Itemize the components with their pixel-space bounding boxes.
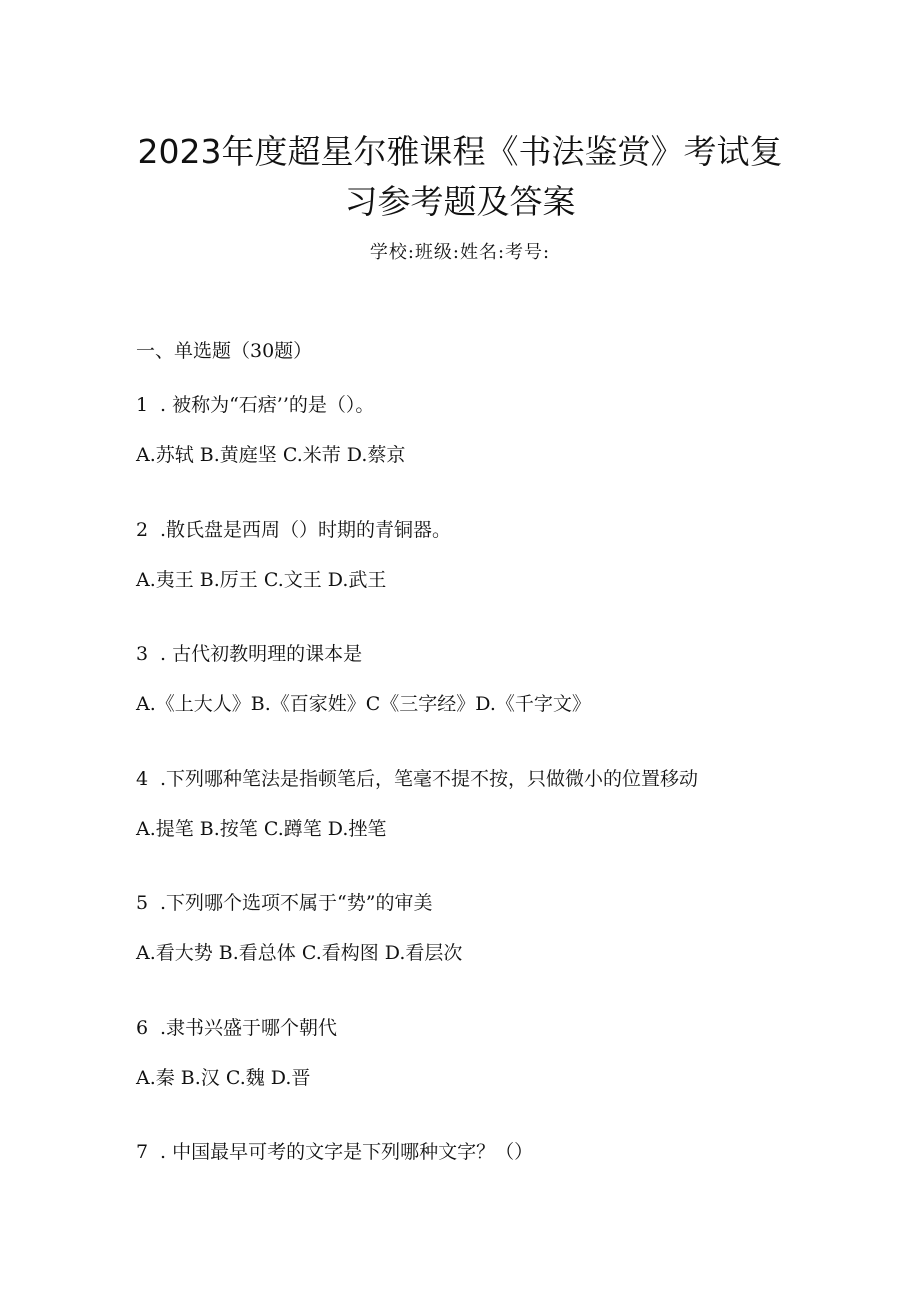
question-2: [136, 518, 451, 542]
question-6: [136, 1016, 337, 1040]
question-6-options: A.秦 B.汉 C.魏 D.晋: [136, 1067, 311, 1089]
question-2-options: A.夷王 B.厉王 C.文王 D.武王: [136, 569, 387, 591]
question-3-options: A.《上大人》B.《百家姓》C《三字经》D.《千字文》: [136, 693, 591, 715]
question-text: .下列哪种笔法是指顿笔后，笔毫不提不按，只做微小的位置移动: [160, 768, 699, 790]
question-4: [136, 767, 698, 791]
question-text: . 古代初教明理的课本是: [160, 643, 363, 665]
question-3: [136, 642, 362, 666]
question-number: 6: [136, 1017, 149, 1039]
question-4-options: A.提笔 B.按笔 C.蹲笔 D.挫笔: [136, 818, 387, 840]
question-number: 7: [136, 1141, 149, 1163]
question-number: 3: [136, 643, 149, 665]
question-7: [136, 1140, 533, 1164]
question-text: . 中国最早可考的文字是下列哪种文字？（）: [160, 1141, 534, 1163]
question-1: [136, 393, 374, 417]
question-number: 4: [136, 768, 149, 790]
question-text: .下列哪个选项不属于“势”的审美: [160, 892, 433, 914]
document-title-line-2: 习参考题及答案: [344, 182, 576, 221]
student-info-line: 学校:班级:姓名:考号:: [369, 242, 551, 263]
document-title-line-1: 2023年度超星尔雅课程《书法鉴赏》考试复: [137, 132, 783, 171]
question-number: 5: [136, 892, 149, 914]
question-1-options: A.苏轼 B.黄庭坚 C.米芾 D.蔡京: [136, 444, 406, 466]
section-heading: 一、单选题（30题）: [136, 340, 313, 362]
question-text: . 被称为“石痞’’的是（）。: [160, 394, 375, 416]
question-5-options: A.看大势 B.看总体 C.看构图 D.看层次: [136, 942, 463, 964]
question-text: .隶书兴盛于哪个朝代: [160, 1017, 338, 1039]
question-text: .散氏盘是西周（）时期的青铜器。: [160, 519, 452, 541]
question-number: 1: [136, 394, 149, 416]
question-number: 2: [136, 519, 149, 541]
question-5: [136, 891, 432, 915]
